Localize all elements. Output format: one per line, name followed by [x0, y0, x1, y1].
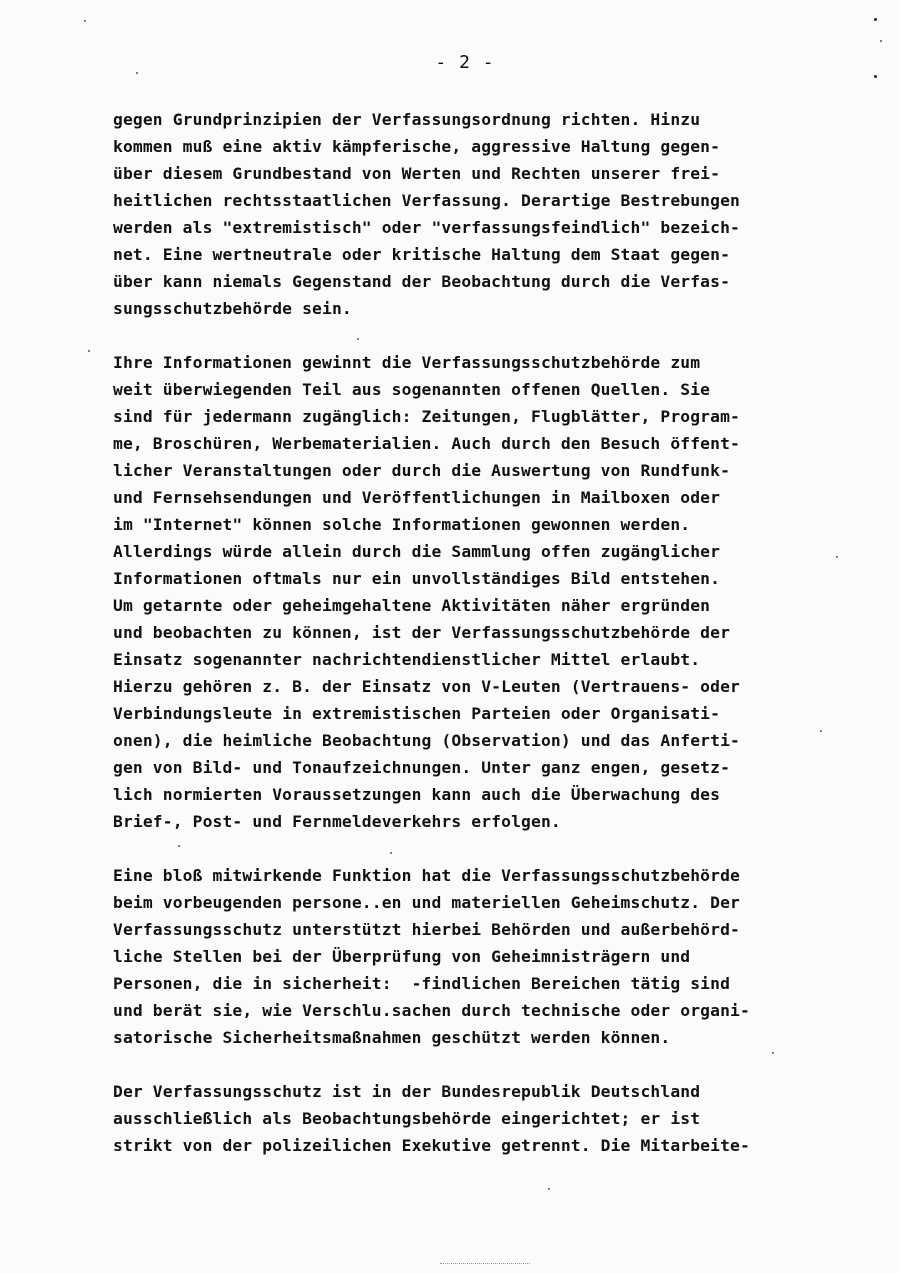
text-line: Der Verfassungsschutz ist in der Bundesrepublik Deutschland [113, 1082, 701, 1101]
page-number: - 2 - [435, 52, 495, 73]
text-line: lich normierten Voraussetzungen kann auch die Überwachung des [113, 785, 721, 804]
text-line: Brief-, Post- und Fernmeldeverkehrs erfolgen. [113, 812, 561, 831]
text-line: net. Eine wertneutrale oder kritische Haltung dem Staat gegen- [113, 245, 731, 264]
scan-speck [548, 1188, 550, 1190]
scan-speck [772, 1052, 774, 1054]
paragraph-2 [113, 349, 873, 835]
text-line: Verfassungsschutz unterstützt hierbei Behörden und außerbehörd- [113, 920, 740, 939]
text-line: im "Internet" können solche Informationen gewonnen werden. [113, 515, 691, 534]
paragraph-1 [113, 106, 873, 322]
text-line: heitlichen rechtsstaatlichen Verfassung. Derartige Bestrebungen [113, 191, 740, 210]
scan-speck [178, 845, 180, 847]
paragraph-4 [113, 1078, 873, 1159]
scan-speck [357, 338, 359, 340]
text-line: Informationen oftmals nur ein unvollständiges Bild entstehen. [113, 569, 721, 588]
text-line: sungsschutzbehörde sein. [113, 299, 352, 318]
text-line: Eine bloß mitwirkende Funktion hat die Verfassungsschutzbehörde [113, 866, 740, 885]
text-line: gegen Grundprinzipien der Verfassungsordnung richten. Hinzu [113, 110, 701, 129]
scan-speck [84, 20, 86, 22]
text-line: me, Broschüren, Werbematerialien. Auch durch den Besuch öffent- [113, 434, 740, 453]
text-line: kommen muß eine aktiv kämpferische, aggressive Haltung gegen- [113, 137, 721, 156]
scan-speck [136, 72, 138, 74]
text-line: Um getarnte oder geheimgehaltene Aktivitäten näher ergründen [113, 596, 711, 615]
scan-speck [88, 350, 90, 352]
text-line: und Fernsehsendungen und Veröffentlichungen in Mailboxen oder [113, 488, 721, 507]
text-line: ausschließlich als Beobachtungsbehörde eingerichtet; er ist [113, 1109, 701, 1128]
scan-speck [874, 75, 877, 78]
body-text [113, 106, 873, 1186]
scan-speck [390, 852, 392, 854]
text-line: licher Veranstaltungen oder durch die Auswertung von Rundfunk- [113, 461, 731, 480]
text-line: onen), die heimliche Beobachtung (Observation) und das Anferti- [113, 731, 740, 750]
text-line: Hierzu gehören z. B. der Einsatz von V-Leuten (Vertrauens- oder [113, 677, 740, 696]
scan-speck [836, 556, 838, 558]
text-line: liche Stellen bei der Überprüfung von Geheimnisträgern und [113, 947, 691, 966]
scan-speck [820, 730, 822, 732]
text-line: und beobachten zu können, ist der Verfassungsschutzbehörde der [113, 623, 731, 642]
text-line: Allerdings würde allein durch die Sammlung offen zugänglicher [113, 542, 721, 561]
text-line: weit überwiegenden Teil aus sogenannten offenen Quellen. Sie [113, 380, 711, 399]
text-line: strikt von der polizeilichen Exekutive getrennt. Die Mitarbeite- [113, 1136, 750, 1155]
text-line: und berät sie, wie Verschlu.sachen durch technische oder organi- [113, 1001, 750, 1020]
text-line: Ihre Informationen gewinnt die Verfassungsschutzbehörde zum [113, 353, 701, 372]
text-line: werden als "extremistisch" oder "verfassungsfeindlich" bezeich- [113, 218, 740, 237]
text-line: Verbindungsleute in extremistischen Parteien oder Organisati- [113, 704, 721, 723]
text-line: beim vorbeugenden persone..en und materiellen Geheimschutz. Der [113, 893, 740, 912]
text-line: über kann niemals Gegenstand der Beobachtung durch die Verfas- [113, 272, 731, 291]
text-line: gen von Bild- und Tonaufzeichnungen. Unter ganz engen, gesetz- [113, 758, 731, 777]
text-line: über diesem Grundbestand von Werten und Rechten unserer frei- [113, 164, 721, 183]
text-line: satorische Sicherheitsmaßnahmen geschützt werden können. [113, 1028, 671, 1047]
scan-speck [874, 18, 877, 21]
scan-speck [880, 40, 882, 42]
text-line: sind für jedermann zugänglich: Zeitungen, Flugblätter, Program- [113, 407, 740, 426]
paragraph-3 [113, 862, 873, 1051]
text-line: Einsatz sogenannter nachrichtendienstlicher Mittel erlaubt. [113, 650, 701, 669]
text-line: Personen, die in sicherheit: -findlichen Bereichen tätig sind [113, 974, 731, 993]
scan-noise-line [440, 1263, 530, 1264]
